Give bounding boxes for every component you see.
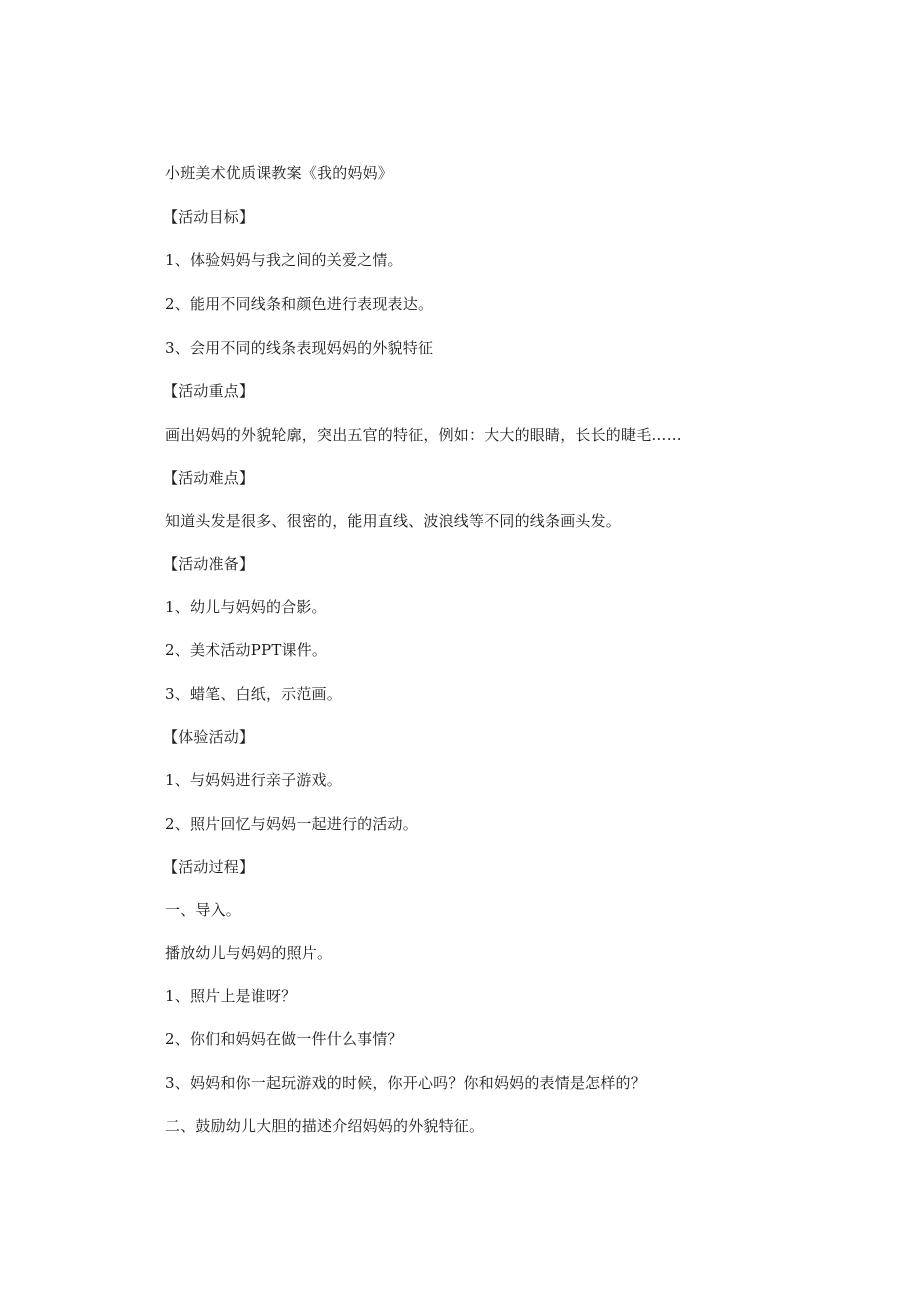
process-question-3: 3、妈妈和你一起玩游戏的时候，你开心吗？你和妈妈的表情是怎样的？	[165, 1074, 646, 1092]
goals-item-2: 2、能用不同线条和颜色进行表现表达。	[165, 295, 434, 313]
preparation-item-3: 3、蜡笔、白纸，示范画。	[165, 685, 342, 703]
goals-item-3: 3、会用不同的线条表现妈妈的外貌特征	[165, 339, 434, 357]
experience-item-2: 2、照片回忆与妈妈一起进行的活动。	[165, 815, 418, 833]
preparation-item-2: 2、美术活动PPT课件。	[165, 641, 328, 659]
process-heading: 【活动过程】	[163, 858, 255, 876]
experience-item-1: 1、与妈妈进行亲子游戏。	[165, 771, 342, 789]
document-title: 小班美术优质课教案《我的妈妈》	[165, 164, 394, 182]
difficulty-heading: 【活动难点】	[163, 469, 255, 487]
goals-item-1: 1、体验妈妈与我之间的关爱之情。	[165, 251, 403, 269]
process-step-2: 二、鼓励幼儿大胆的描述介绍妈妈的外貌特征。	[165, 1117, 485, 1135]
goals-heading: 【活动目标】	[163, 208, 255, 226]
focus-text: 画出妈妈的外貌轮廓，突出五官的特征，例如：大大的眼睛，长长的睫毛……	[165, 426, 682, 444]
process-question-1: 1、照片上是谁呀？	[165, 987, 297, 1005]
preparation-item-1: 1、幼儿与妈妈的合影。	[165, 598, 327, 616]
difficulty-text: 知道头发是很多、很密的，能用直线、波浪线等不同的线条画头发。	[165, 512, 622, 530]
experience-heading: 【体验活动】	[163, 728, 255, 746]
preparation-heading: 【活动准备】	[163, 555, 255, 573]
process-question-2: 2、你们和妈妈在做一件什么事情？	[165, 1030, 403, 1048]
process-step-1-desc: 播放幼儿与妈妈的照片。	[165, 944, 333, 962]
focus-heading: 【活动重点】	[163, 382, 255, 400]
process-step-1: 一、导入。	[165, 901, 242, 919]
